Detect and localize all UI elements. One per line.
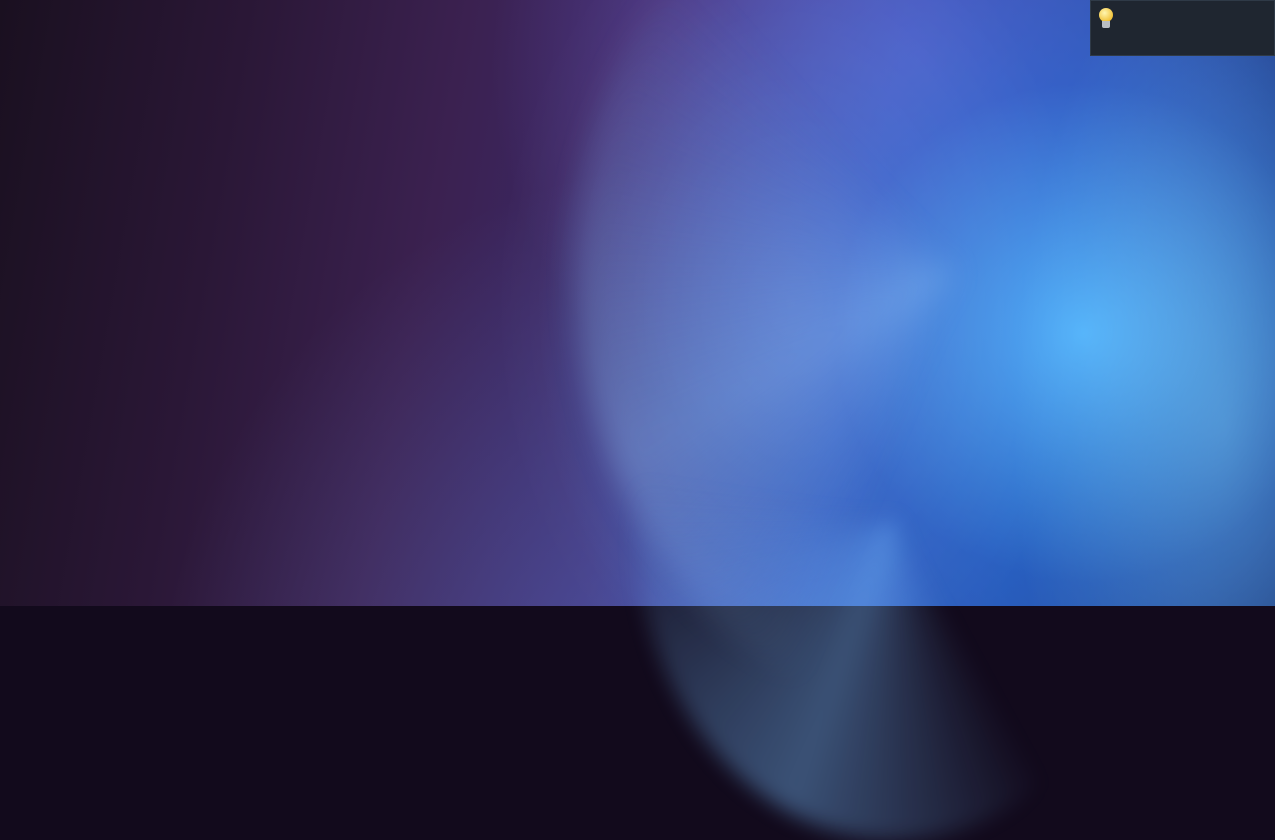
background-arc-lower	[635, 200, 1155, 840]
lightbulb-icon	[1096, 7, 1116, 33]
sign-tooltip	[1090, 0, 1275, 56]
